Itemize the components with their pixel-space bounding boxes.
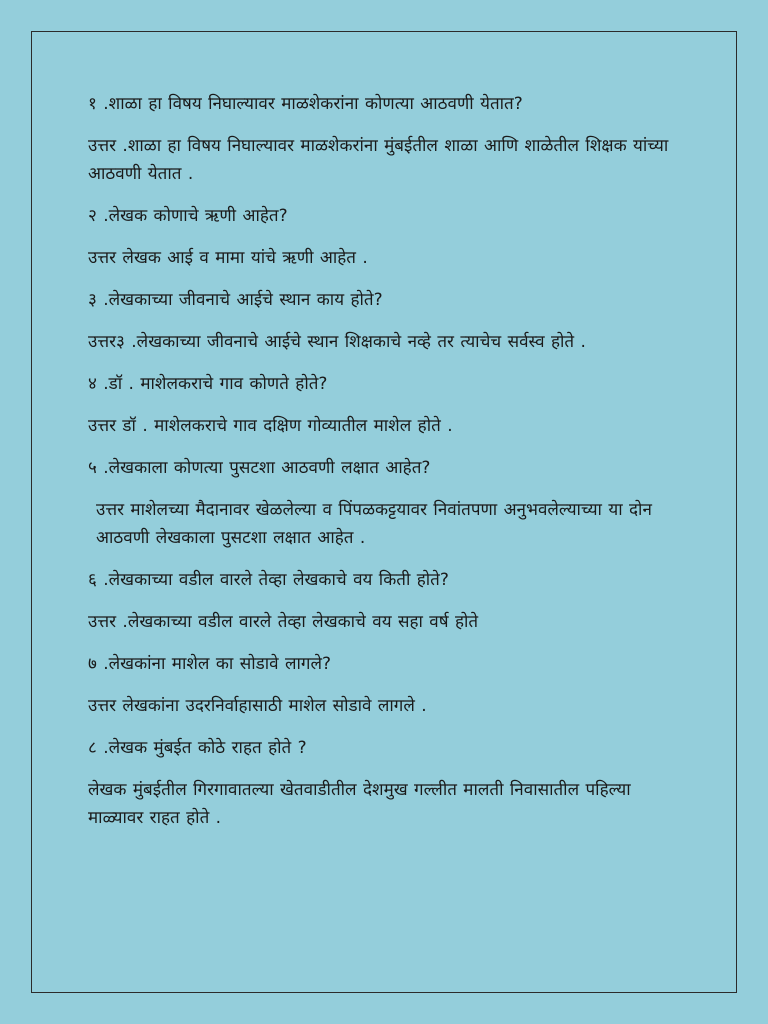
question-8: ८ .लेखक मुंबईत कोठे राहत होते ? [88, 738, 307, 758]
answer-5: उत्तर माशेलच्या मैदानावर खेळलेल्या व पिंपळकट्टयावर निवांतपणा अनुभवलेल्याच्या या दोन आठवणी लेखकाला पुसटशा लक्षात आहेत . [96, 500, 652, 548]
qa-document [88, 90, 688, 846]
question-2: २ .लेखक कोणाचे ऋणी आहेत? [88, 206, 288, 226]
answer-3: उत्तर३ .लेखकाच्या जीवनाचे आईचे स्थान शिक्षकाचे नव्हे तर त्याचेच सर्वस्व होते . [88, 332, 586, 352]
answer-6: उत्तर .लेखकाच्या वडील वारले तेव्हा लेखकाचे वय सहा वर्ष होते [88, 612, 479, 632]
answer-7: उत्तर लेखकांना उदरनिर्वाहासाठी माशेल सोडावे लागले . [88, 696, 427, 716]
question-4: ४ .डॉ . माशेलकराचे गाव कोणते होते? [88, 374, 328, 394]
question-6: ६ .लेखकाच्या वडील वारले तेव्हा लेखकाचे वय किती होते? [88, 570, 449, 590]
question-1: १ .शाळा हा विषय निघाल्यावर माळशेकरांना कोणत्या आठवणी येतात? [88, 94, 523, 114]
answer-8: लेखक मुंबईतील गिरगावातल्या खेतवाडीतील देशमुख गल्लीत मालती निवासातील पहिल्या माळ्यावर राहत होते . [88, 780, 631, 828]
question-5: ५ .लेखकाला कोणत्या पुसटशा आठवणी लक्षात आहेत? [88, 458, 431, 478]
question-3: ३ .लेखकाच्या जीवनाचे आईचे स्थान काय होते? [88, 290, 383, 310]
answer-1: उत्तर .शाळा हा विषय निघाल्यावर माळशेकरांना मुंबईतील शाळा आणि शाळेतील शिक्षक यांच्या आठवणी येतात . [88, 136, 669, 184]
answer-2: उत्तर लेखक आई व मामा यांचे ऋणी आहेत . [88, 248, 368, 268]
answer-4: उत्तर डॉ . माशेलकराचे गाव दक्षिण गोव्यातील माशेल होते . [88, 416, 453, 436]
question-7: ७ .लेखकांना माशेल का सोडावे लागले? [88, 654, 331, 674]
